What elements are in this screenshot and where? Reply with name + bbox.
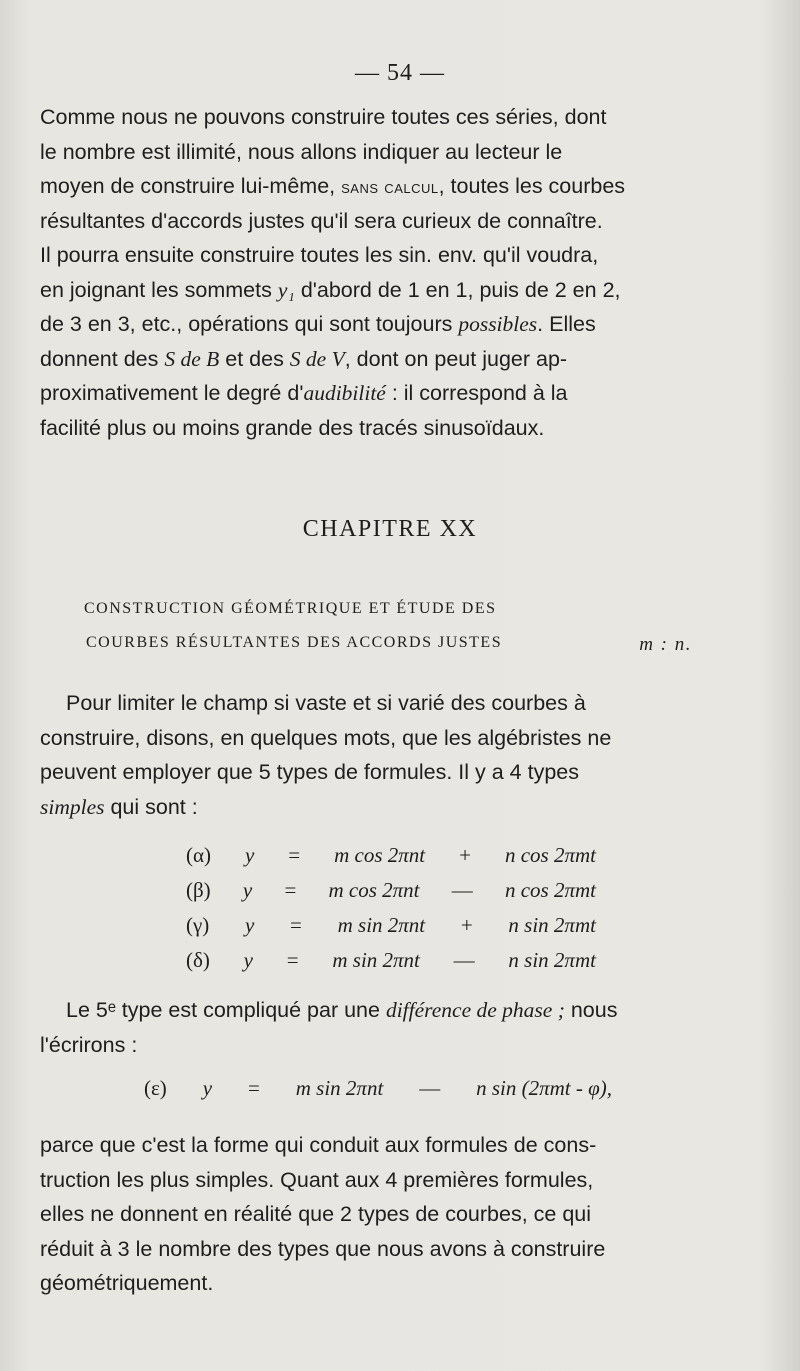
chapter-subtitle-line-1: CONSTRUCTION GÉOMÉTRIQUE ET ÉTUDE DES: [84, 600, 497, 617]
emphasis: possibles: [458, 312, 538, 336]
text-line: Comme nous ne pouvons construire toutes ces séries, dont: [40, 105, 607, 129]
formula-beta: (β) y = m cos 2πnt — n cos 2πmt: [186, 878, 596, 902]
text-line: en joignant les sommets y₁ d'abord de 1 en 1, puis de 2 en 2,: [40, 277, 621, 302]
formula-delta: (δ) y = m sin 2πnt — n sin 2πmt: [186, 948, 596, 972]
text-line: moyen de construire lui-même, sans calcul, toutes les courbes: [40, 174, 626, 198]
chapter-subtitle-line-2: COURBES RÉSULTANTES DES ACCORDS JUSTES m : n.: [86, 634, 692, 655]
formula-epsilon: (ε) y = m sin 2πnt — n sin (2πmt - φ),: [144, 1076, 612, 1100]
chapter-title: CHAPITRE XX: [302, 516, 478, 542]
text-line: construire, disons, en quelques mots, que les algébristes ne: [40, 725, 612, 750]
page-number: — 54 —: [355, 60, 445, 86]
text-line: parce que c'est la forme qui conduit aux formules de cons-: [40, 1133, 597, 1157]
ratio-symbol: m : n.: [639, 634, 692, 655]
text-line: proximativement le degré d'audibilité : il correspond à la: [40, 381, 568, 405]
text-line: facilité plus ou moins grande des tracés sinusoïdaux.: [40, 415, 545, 440]
emphasis: simples: [40, 794, 105, 819]
paragraph-2: [40, 686, 732, 824]
text-line: le nombre est illimité, nous allons indiquer au lecteur le: [40, 139, 563, 164]
emphasis: S de B: [164, 346, 220, 371]
text-line: simples qui sont :: [40, 794, 198, 819]
paragraph-3: [40, 993, 732, 1062]
text-line: truction les plus simples. Quant aux 4 premières formules,: [40, 1167, 594, 1192]
paragraph-4: [40, 1128, 732, 1301]
text-line: résultantes d'accords justes qu'il sera curieux de connaître.: [40, 208, 603, 233]
emphasis: différence de phase ;: [385, 998, 565, 1022]
paragraph-1: [40, 100, 732, 445]
text-line: donnent des S de B et des S de V, dont on peut juger ap-: [40, 346, 568, 371]
emphasis: audibilité: [303, 381, 386, 405]
text-line: réduit à 3 le nombre des types que nous avons à construire: [40, 1236, 606, 1261]
text-line: l'écrirons :: [40, 1032, 138, 1057]
text-line: géométriquement.: [40, 1271, 214, 1295]
text-line: Le 5ᵉ type est compliqué par une différence de phase ; nous: [66, 998, 618, 1022]
text-line: Pour limiter le champ si vaste et si varié des courbes à: [66, 691, 586, 715]
math-symbol: y₁: [277, 277, 295, 302]
emphasis: S de V: [289, 346, 345, 371]
text-line: Il pourra ensuite construire toutes les sin. env. qu'il voudra,: [40, 243, 599, 267]
text-line: elles ne donnent en réalité que 2 types de courbes, ce qui: [40, 1202, 592, 1226]
formula-gamma: (γ) y = m sin 2πnt + n sin 2πmt: [186, 913, 596, 937]
formula-list: [186, 838, 596, 978]
small-caps-term: sans calcul: [341, 177, 439, 198]
text-line: peuvent employer que 5 types de formules. Il y a 4 types: [40, 760, 579, 784]
formula-alpha: (α) y = m cos 2πnt + n cos 2πmt: [186, 843, 596, 867]
text-line: de 3 en 3, etc., opérations qui sont toujours possibles. Elles: [40, 312, 596, 336]
